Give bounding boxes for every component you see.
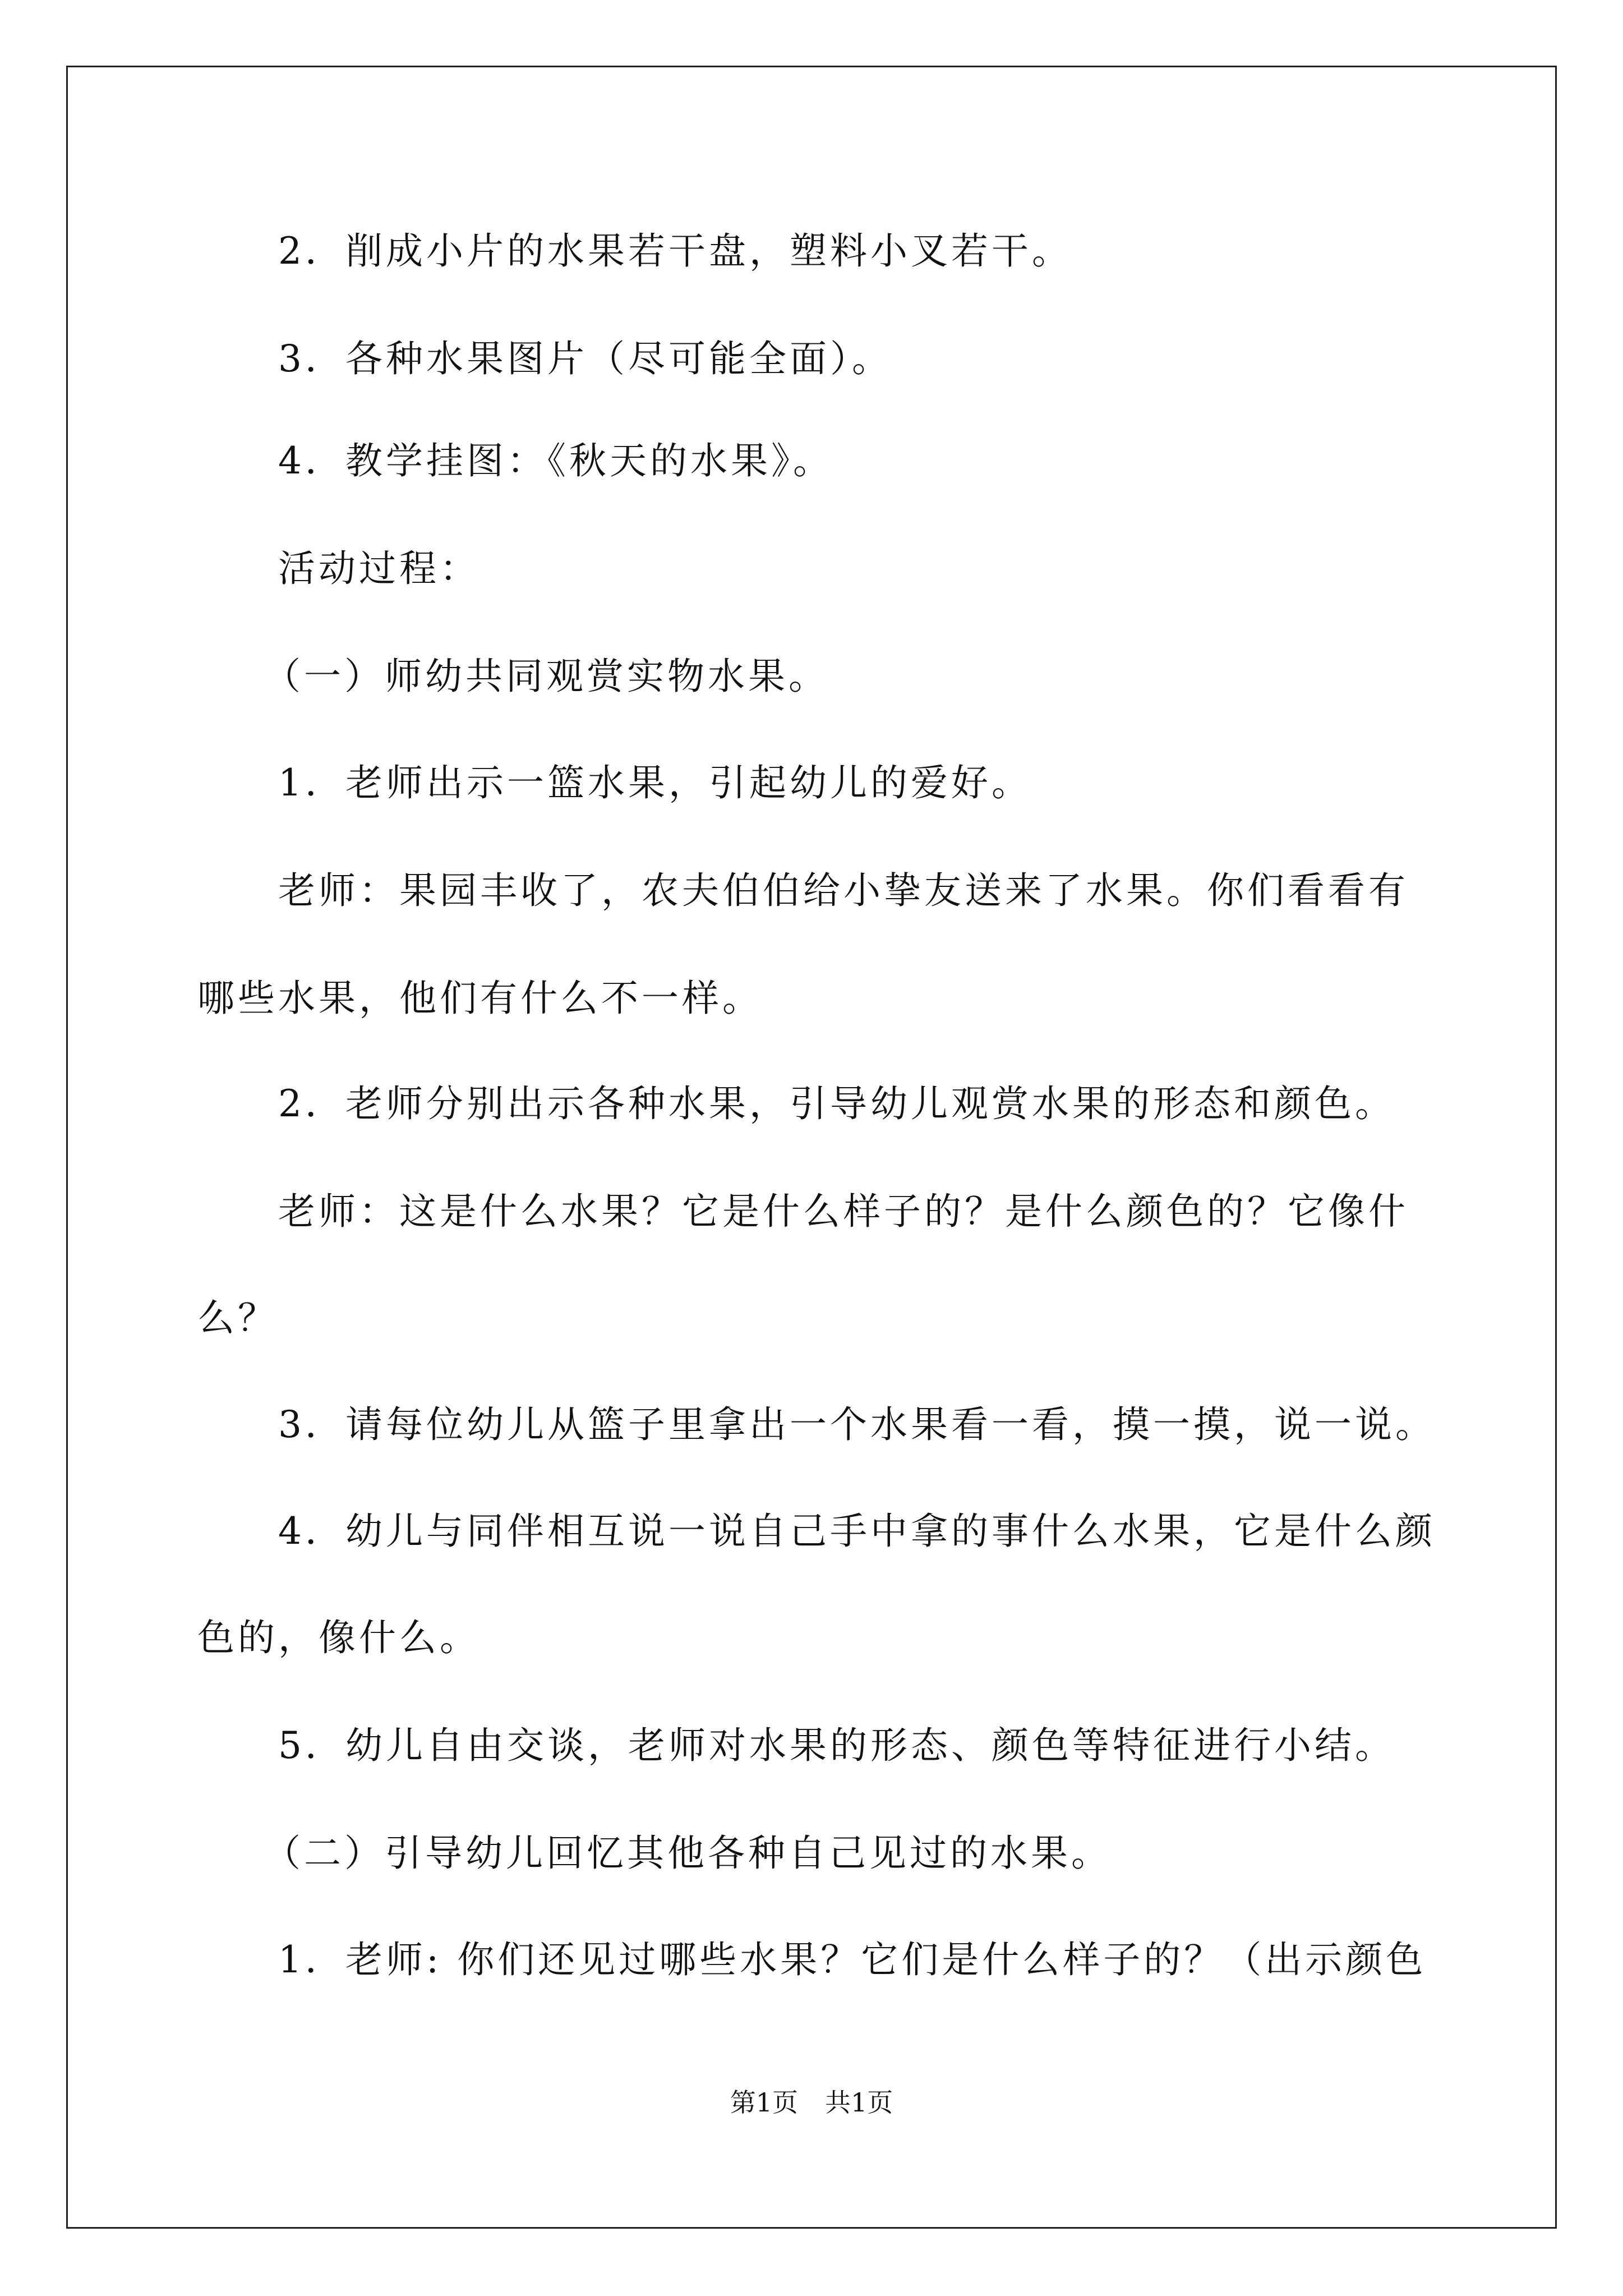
text-line: 2．老师分别出示各种水果，引导幼儿观赏水果的形态和颜色。 [278,1082,1395,1125]
page-border [66,66,1557,2229]
text-line: 活动过程： [278,547,480,590]
text-line: 4．教学挂图：《秋天的水果》。 [278,439,833,482]
text-line: （一）师幼共同观赏实物水果。 [264,655,829,698]
page-number-label: 第1页 [730,2087,798,2118]
text-line: 5．幼儿自由交谈，老师对水果的形态、颜色等特征进行小结。 [278,1724,1395,1767]
text-line: 哪些水果，他们有什么不一样。 [197,977,763,1020]
text-line: 1．老师: 你们还见过哪些水果？它们是什么样子的？（出示颜色 [278,1938,1427,1981]
text-line: 么？ [197,1296,278,1340]
text-line: 老师：这是什么水果？它是什么样子的？是什么颜色的？它像什 [278,1190,1409,1233]
page-footer [0,2086,1623,2119]
text-line: 4．幼儿与同伴相互说一说自己手中拿的事什么水果，它是什么颜 [278,1510,1436,1553]
text-line: 色的，像什么。 [197,1616,480,1659]
text-line: 1．老师出示一篮水果，引起幼儿的爱好。 [278,761,1032,804]
text-line: 3．各种水果图片（尽可能全面）。 [278,337,892,380]
text-line: 3．请每位幼儿从篮子里拿出一个水果看一看，摸一摸，说一说。 [278,1403,1436,1446]
text-line: 老师：果园丰收了，农夫伯伯给小挚友送来了水果。你们看看有 [278,869,1409,912]
text-line: （二）引导幼儿回忆其他各种自己见过的水果。 [264,1832,1112,1875]
text-line: 2．削成小片的水果若干盘，塑料小叉若干。 [278,229,1072,273]
page-total-label: 共1页 [825,2087,893,2118]
